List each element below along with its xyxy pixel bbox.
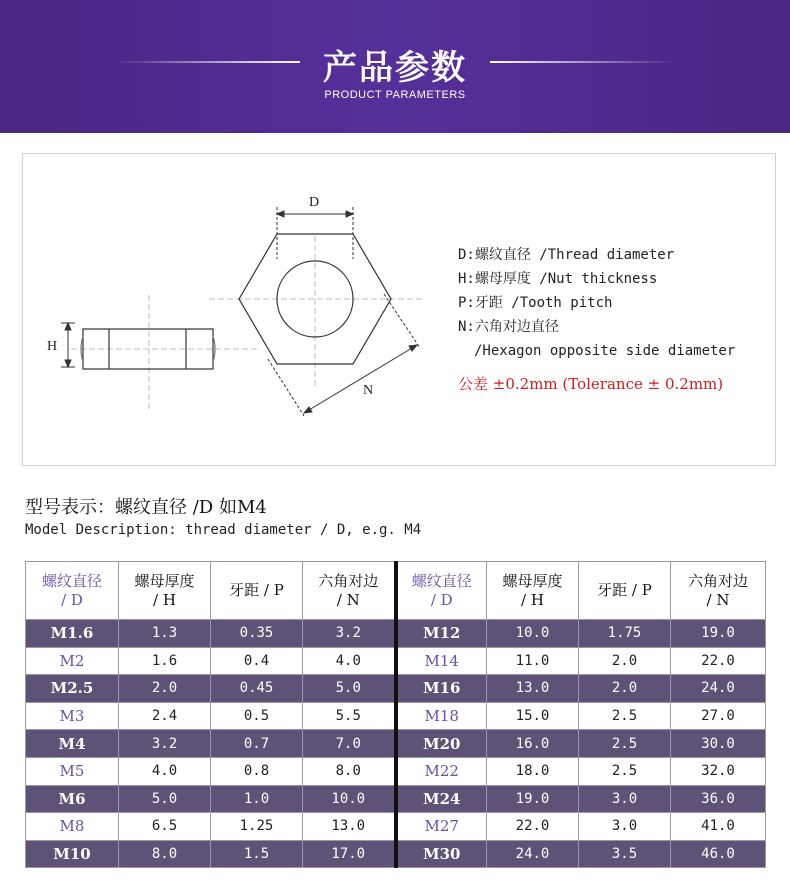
cell-model: M22 [396,757,487,785]
cell-value: 8.0 [303,757,396,785]
tolerance-note: 公差 ±0.2mm (Tolerance ± 0.2mm) [458,375,724,393]
table-row [26,813,766,841]
header-nut-thickness: 螺母厚度 / H [119,562,211,620]
cell-model: M6 [26,785,119,813]
model-description-en: Model Description: thread diameter / D, e.g. M4 [25,522,422,538]
cell-value: 4.0 [119,757,211,785]
spec-table [25,561,766,868]
cell-value: 0.45 [211,675,303,703]
cell-model: M8 [26,813,119,841]
header-hex-width-2: 六角对边 / N [671,562,766,620]
h-dimension [61,323,75,367]
cell-model: M5 [26,757,119,785]
cell-value: 3.0 [579,785,671,813]
page-subtitle: PRODUCT PARAMETERS [324,89,466,101]
cell-value: 22.0 [671,647,766,675]
cell-value: 10.0 [303,785,396,813]
cell-value: 0.8 [211,757,303,785]
cell-model: M30 [396,840,487,868]
dimension-legend [458,243,735,396]
table-header-row [26,562,766,620]
page-title: 产品参数 [323,48,467,88]
cell-value: 8.0 [119,840,211,868]
table-row [26,647,766,675]
table-row [26,757,766,785]
cell-value: 5.0 [119,785,211,813]
cell-model: M18 [396,702,487,730]
cell-model: M24 [396,785,487,813]
cell-value: 1.5 [211,840,303,868]
cell-model: M1.6 [26,620,119,648]
label-d: D [309,195,320,210]
legend-p: P:牙距 /Tooth pitch [458,295,613,311]
cell-value: 16.0 [487,730,579,758]
table-row [26,675,766,703]
cell-value: 24.0 [487,840,579,868]
legend-d: D:螺纹直径 /Thread diameter [458,247,675,263]
model-description-cn: 型号表示：螺纹直径 /D 如M4 [25,497,267,518]
d-dimension [277,207,353,259]
cell-value: 13.0 [487,675,579,703]
cell-value: 30.0 [671,730,766,758]
nut-diagram-panel [22,153,776,466]
cell-value: 5.5 [303,702,396,730]
cell-model: M4 [26,730,119,758]
table-row [26,785,766,813]
cell-value: 11.0 [487,647,579,675]
table-row [26,620,766,648]
cell-value: 4.0 [303,647,396,675]
cell-model: M12 [396,620,487,648]
n-dimension [268,294,420,416]
cell-value: 2.0 [119,675,211,703]
cell-value: 13.0 [303,813,396,841]
cell-value: 19.0 [487,785,579,813]
cell-value: 1.3 [119,620,211,648]
cell-value: 10.0 [487,620,579,648]
cell-value: 19.0 [671,620,766,648]
cell-value: 0.35 [211,620,303,648]
cell-model: M20 [396,730,487,758]
cell-value: 3.5 [579,840,671,868]
cell-value: 0.4 [211,647,303,675]
legend-h: H:螺母厚度 /Nut thickness [458,271,658,287]
label-n: N [363,383,374,398]
cell-value: 1.75 [579,620,671,648]
cell-value: 2.5 [579,702,671,730]
legend-n-en: /Hexagon opposite side diameter [474,343,736,359]
cell-value: 18.0 [487,757,579,785]
cell-value: 2.0 [579,675,671,703]
cell-value: 0.7 [211,730,303,758]
cell-value: 1.6 [119,647,211,675]
cell-value: 2.4 [119,702,211,730]
cell-value: 0.5 [211,702,303,730]
legend-n: N:六角对边直径 [458,319,559,335]
cell-value: 15.0 [487,702,579,730]
cell-value: 5.0 [303,675,396,703]
cell-value: 3.2 [119,730,211,758]
label-h: H [47,339,58,354]
header-thread-diameter: 螺纹直径 / D [26,562,119,620]
cell-value: 3.0 [579,813,671,841]
cell-value: 2.0 [579,647,671,675]
cell-value: 7.0 [303,730,396,758]
header-hex-width: 六角对边 / N [303,562,396,620]
header-banner [0,0,790,133]
cell-model: M2 [26,647,119,675]
cell-value: 27.0 [671,702,766,730]
cell-model: M10 [26,840,119,868]
header-pitch: 牙距 / P [211,562,303,620]
cell-value: 17.0 [303,840,396,868]
cell-value: 24.0 [671,675,766,703]
cell-value: 6.5 [119,813,211,841]
cell-value: 36.0 [671,785,766,813]
cell-model: M3 [26,702,119,730]
cell-value: 2.5 [579,730,671,758]
table-row [26,730,766,758]
cell-value: 22.0 [487,813,579,841]
cell-value: 32.0 [671,757,766,785]
cell-model: M2.5 [26,675,119,703]
cell-value: 41.0 [671,813,766,841]
cell-value: 3.2 [303,620,396,648]
header-nut-thickness-2: 螺母厚度 / H [487,562,579,620]
cell-model: M14 [396,647,487,675]
cell-model: M27 [396,813,487,841]
cell-model: M16 [396,675,487,703]
cell-value: 1.25 [211,813,303,841]
header-pitch-2: 牙距 / P [579,562,671,620]
table-row [26,702,766,730]
header-thread-diameter-2: 螺纹直径 / D [396,562,487,620]
cell-value: 2.5 [579,757,671,785]
cell-value: 1.0 [211,785,303,813]
cell-value: 46.0 [671,840,766,868]
table-row [26,840,766,868]
